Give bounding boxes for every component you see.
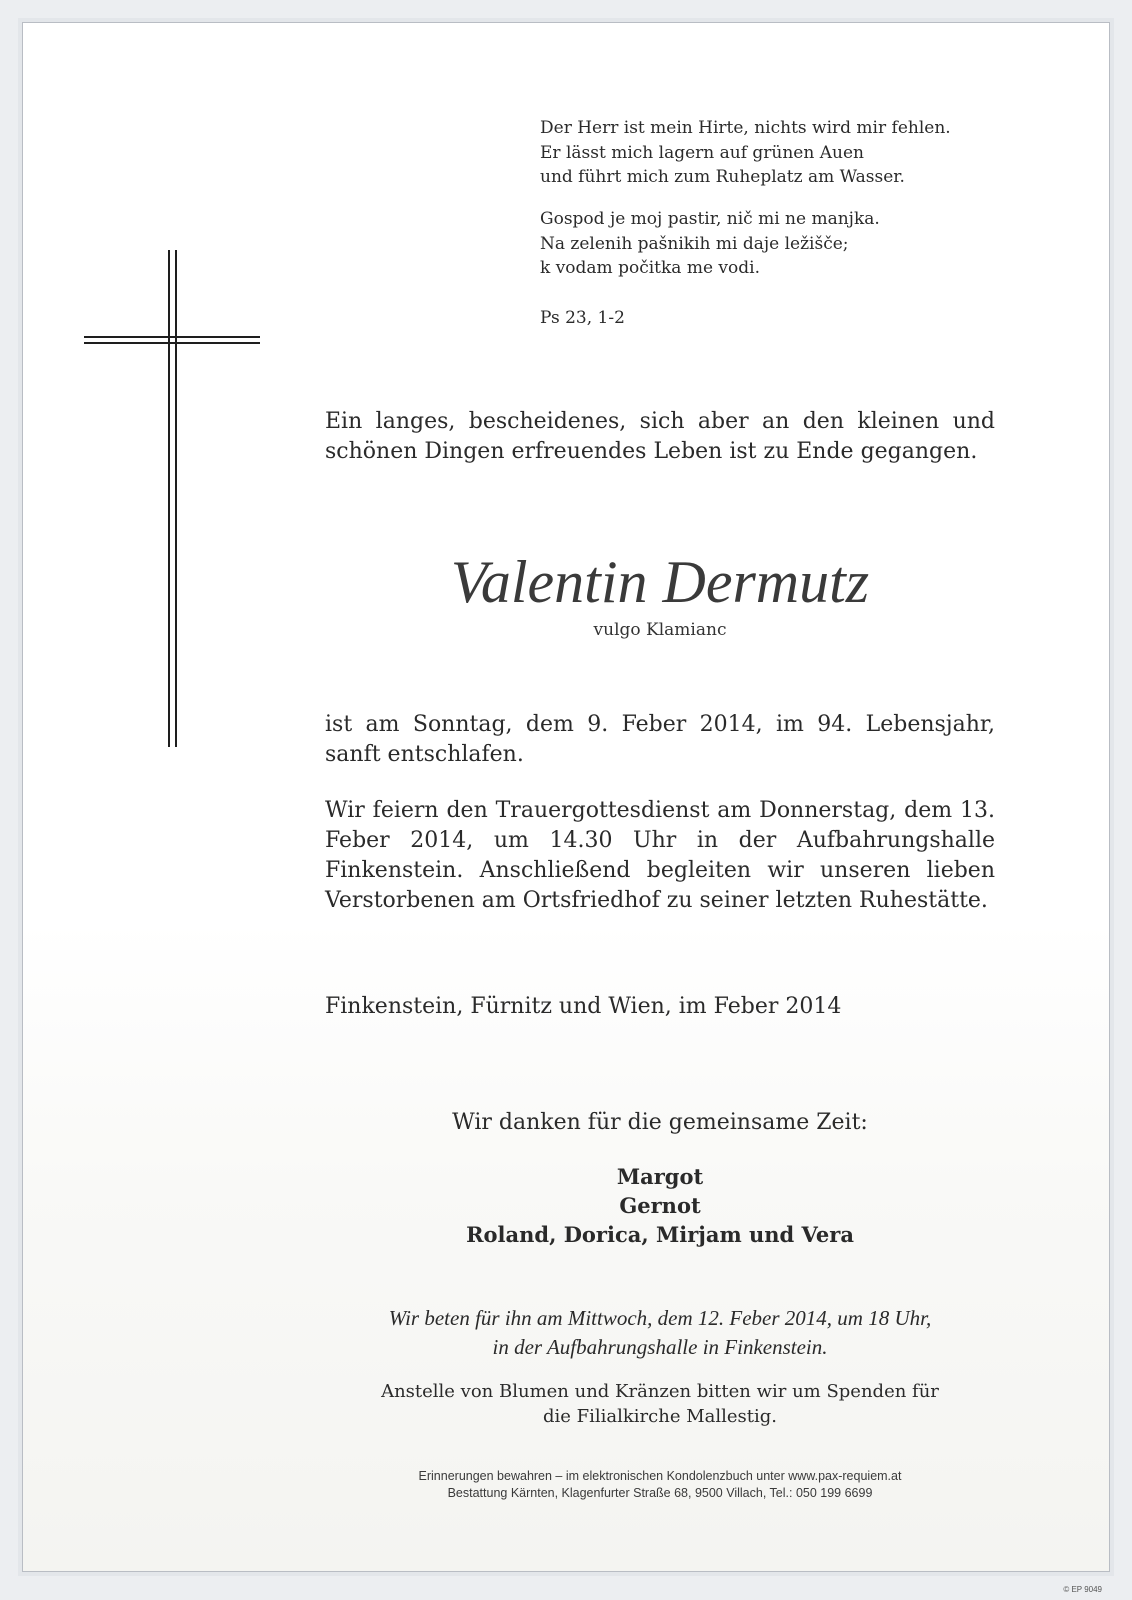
- death-notice: ist am Sonntag, dem 9. Feber 2014, im 94. Lebensjahr, sanft entschlafen.: [325, 712, 995, 767]
- psalm-slovene: [540, 207, 880, 281]
- prayer-line: Wir beten für ihn am Mittwoch, dem 12. Feber 2014, um 18 Uhr,: [388, 1306, 932, 1330]
- footer-condolence-line: Erinnerungen bewahren – im elektronischen Kondolenzbuch unter www.pax-requiem.at: [418, 1469, 902, 1483]
- family-member: Roland, Dorica, Mirjam und Vera: [466, 1222, 854, 1247]
- flowers-line: Anstelle von Blumen und Kränzen bitten wir um Spenden für: [381, 1381, 939, 1402]
- deceased-vulgo: vulgo Klamianc: [593, 620, 727, 640]
- prayer-notice: [325, 1304, 995, 1362]
- place-date: Finkenstein, Fürnitz und Wien, im Feber 2014: [325, 994, 842, 1019]
- family-member: Margot: [616, 1164, 704, 1189]
- family-list: [325, 1162, 995, 1249]
- flowers-line: die Filialkirche Mallestig.: [542, 1406, 778, 1427]
- flowers-notice: [325, 1379, 995, 1429]
- psalm-german: [540, 116, 951, 190]
- intro-text: Ein langes, bescheidenes, sich aber an den kleinen und schönen Dingen erfreuendes Leben ist zu Ende gegangen.: [325, 409, 995, 464]
- psalm-line: Er lässt mich lagern auf grünen Auen: [540, 142, 864, 163]
- psalm-line: Na zelenih pašnikih mi daje ležišče;: [540, 233, 849, 254]
- document-code: © EP 9049: [1063, 1585, 1102, 1594]
- family-member: Gernot: [619, 1193, 701, 1218]
- psalm-line: und führt mich zum Ruheplatz am Wasser.: [540, 167, 905, 187]
- psalm-reference: Ps 23, 1-2: [540, 308, 625, 328]
- service-notice: Wir feiern den Trauergottesdienst am Donnerstag, dem 13. Feber 2014, um 14.30 Uhr in der Aufbahrungshalle Finkenstein. Anschließend begleiten wir unseren lieben Verstorbenen am Ortsfriedhof zu seiner letzten Ruhestätte.: [325, 798, 995, 913]
- psalm-line: k vodam počitka me vodi.: [540, 258, 760, 278]
- thanks-line: Wir danken für die gemeinsame Zeit:: [452, 1110, 868, 1135]
- footer: [325, 1468, 995, 1502]
- psalm-line: Der Herr ist mein Hirte, nichts wird mir fehlen.: [540, 118, 951, 138]
- deceased-name: Valentin Dermutz: [450, 549, 870, 615]
- psalm-line: Gospod je moj pastir, nič mi ne manjka.: [540, 209, 880, 229]
- prayer-line: in der Aufbahrungshalle in Finkenstein.: [492, 1335, 828, 1359]
- footer-address-line: Bestattung Kärnten, Klagenfurter Straße 68, 9500 Villach, Tel.: 050 199 6699: [447, 1486, 873, 1500]
